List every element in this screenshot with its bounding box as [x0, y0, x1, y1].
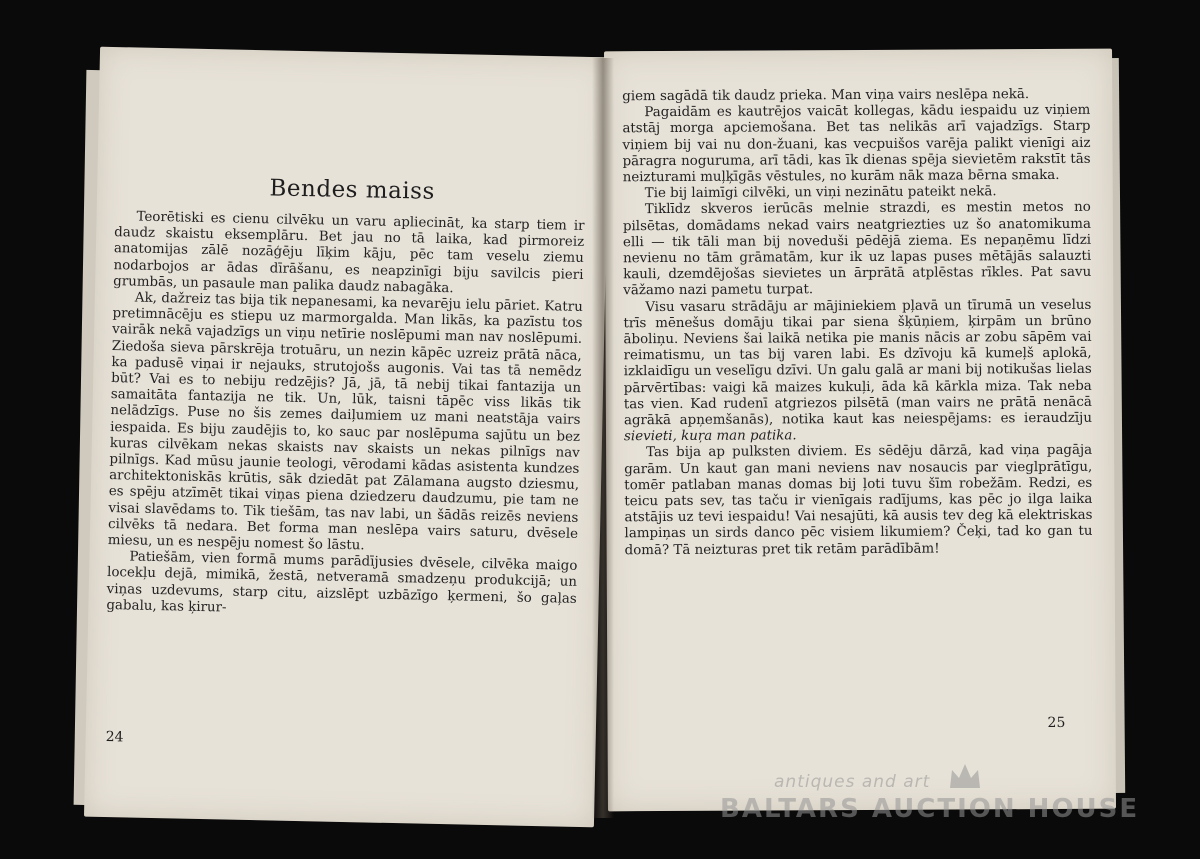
paragraph: Ak, dažreiz tas bija tik nepanesami, ka nevarēju ielu pāriet. Katru pretimnācēju es stiepu uz marmorgalda. Man likās, ka pazīstu tos vairāk nekā vajadzīgs un viņu netīrie noslēpumi man nav noslēpumi. Ziedoša sieva pārskrēja trotuāru, un nezin kāpēc uzreiz prātā nāca, ka padusē viņai ir nejauks, strutojošs augonis. Vai tas tā nemēdz būt? Vai es to nebiju redzējis? Jā, jā, tā nebij tikai fantazija un samaitāta fantazija ne tik. Un, lūk, taisni tāpēc viss likās tik nelādzīgs. Puse no šis zemes daiļumiem uz mani neatstāja vairs iespaida. Es biju zaudējis to, ko sauc par noslēpuma sajūtu un bez kuras cilvēkam nekas skaists nav skaists un nekas pilnīgs nav pilnīgs. Kad mūsu jaunie teologi, vērodami kādas asistenta kundzes architektoniskās krūtis, sāk dziedāt pat Zālamana augsto dziesmu, es spēju atzīmēt tikai viņas piena dziedzeru daudzumu, pie tam ne visai slavēdams to. Tik tiešām, tas nav labi, un šādās reizēs neviens cilvēks tā nedara. Bet forma man neslēpa vairs saturu, dvēsele miesu, un es nespēju nomest šo lāstu. — [107, 290, 583, 554]
right-page — [604, 49, 1116, 812]
page-number-right: 25 — [1047, 714, 1066, 732]
page-number-left: 24 — [105, 729, 124, 746]
right-page-text — [622, 87, 1092, 559]
italic-phrase: sievieti, kuŗa man patika. — [623, 428, 797, 445]
paragraph: Teorētiski es cienu cilvēku un varu apliecināt, ka starp tiem ir daudz skaistu eksemplāru. Bet jau no tā laika, kad pirmoreiz anatomijas zālē nozāģēju līķim kāju, pēc tam veselu ziemu nodarbojos ar ādas dīrāšanu, es neapzinīgi biju savilcis pieri grumbās, un pasaule man palika daudz nabagāka. — [113, 209, 585, 297]
paragraph: giem sagādā tik daudz prieka. Man viņa vairs neslēpa nekā. — [622, 87, 1030, 105]
left-page — [84, 47, 610, 828]
watermark-tagline: antiques and art — [774, 772, 931, 792]
crown-icon — [948, 762, 982, 790]
watermark-brand: BALTARS AUCTION HOUSE — [720, 794, 1140, 824]
paragraph: Tie bij laimīgi cilvēki, un viņi nezinātu pateikt nekā. — [644, 184, 997, 202]
chapter-title: Bendes maiss — [269, 175, 436, 205]
paragraph: Patiešām, vien formā mums parādījusies dvēsele, cilvēka maigo locekļu dejā, mimikā, žestā, netveramā smadzeņu produkcijā; un viņas uzdevums, starp citu, aizslēpt uzbāzīgo ķermeni, šo gaļas gabalu, kas ķirur- — [106, 549, 578, 616]
paragraph — [623, 297, 1092, 445]
left-page-text — [106, 209, 584, 624]
paragraph: Pagaidām es kautrējos vaicāt kollegas, kādu iespaidu uz viņiem atstāj morga apciemošana. Bet tas nelikās arī vajadzīgs. Starp viņiem bij vai nu don-žuani, kas vecpuišos varēja palikt vienīgi aiz pāragra noguruma, arī tādi, kas īk dienas spēja sievietēm rakstīt tās neizturami muļķīgās vēstules, no kurām nāk maza bērna smaka. — [622, 102, 1091, 186]
book-spine — [592, 58, 614, 818]
paragraph: Tas bija ap pulksten diviem. Es sēdēju dārzā, kad viņa pagāja garām. Un kaut gan mani neviens nav nosaucis par vieglprātīgu, tomēr patlaban manas domas bij ļoti tuvu šīm robežām. Redzi, es teicu pats sev, tas taču ir vienīgais radījums, kas pēc jo ilga laika atstājis uz tevi iespaidu! Vai nesajūti, kā ausis tev deg kā elektriskas lampiņas un sirds danco pēc visiem likumiem? Čeķi, tad ko gan tu domā? Tā neizturas pret tik retām parādībām! — [624, 443, 1093, 558]
paragraph-body: Visu vasaru strādāju ar mājiniekiem pļavā un tīrumā un veselus trīs mēnešus domāju tikai par siena šķūņiem, ķirpām un brūno āboliņu. Neviens šai laikā netika pie manis nācis ar zobu sāpēm vai reimatismu, un tas bij varen labi. Es dzīvoju kā kumeļš aplokā, izklaidīgu un veselīgu dzīvi. Un galu galā ar mani bij notikušas lielas pārvērtības: vaigi kā maizes kukuļi, āda kā kārkla miza. Tak neba tas vien. Kad rudenī atgriezos pilsētā (man vairs ne prātā nenācā agrākā apņemšanās), notika kaut kas neiespējams: es ieraudzīju — [623, 297, 1092, 429]
auction-watermark — [716, 762, 1140, 824]
paragraph: Tiklīdz skveros ierūcās melnie strazdi, es mestin metos no pilsētas, domādams nekad vairs neatgriezties uz šo anatomikuma elli — tik tāli man bij noveduši pēdējā ziema. Es nepaņēmu līdzi nevienu no tām grāmatām, kur ik uz lapas puses mētājās salauzti kauli, dzemdējošas sievietes un ārprātā atplēstas rīkles. Pat savu vāžamo nazi pametu turpat. — [622, 200, 1092, 299]
